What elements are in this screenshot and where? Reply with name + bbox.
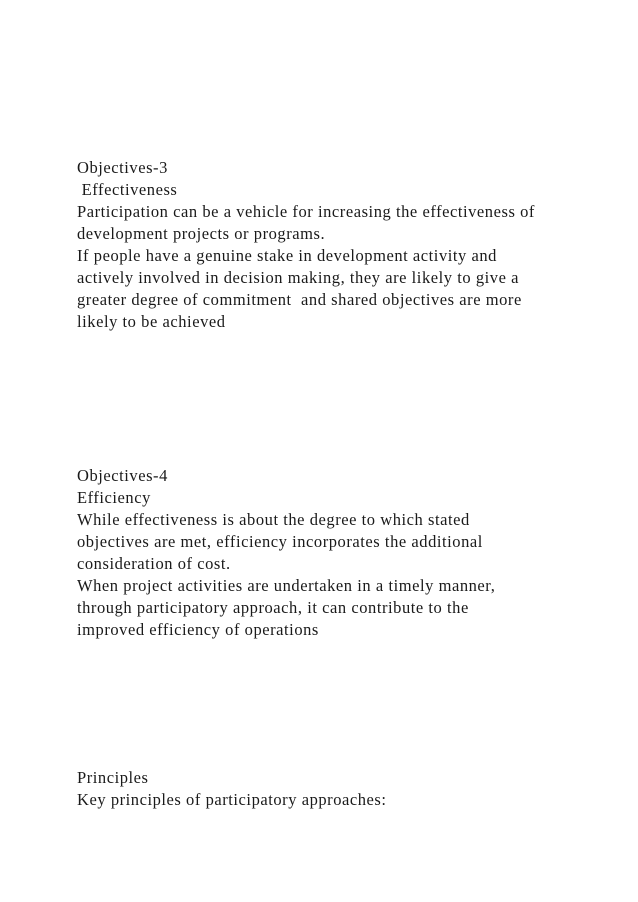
section-principles: [77, 767, 597, 811]
body-text-line: improved efficiency of operations: [77, 620, 319, 639]
section-subheading: Efficiency: [77, 488, 151, 507]
body-text-line: When project activities are undertaken in a timely manner,: [77, 576, 496, 595]
body-text-line: likely to be achieved: [77, 312, 226, 331]
section-heading: Principles: [77, 768, 149, 787]
section-heading: Objectives-4: [77, 466, 168, 485]
body-text-line: Key principles of participatory approaches:: [77, 790, 387, 809]
section-objectives-4: [77, 465, 597, 641]
body-text-line: Participation can be a vehicle for increasing the effectiveness of: [77, 202, 535, 221]
body-text-line: consideration of cost.: [77, 554, 231, 573]
body-text-line: greater degree of commitment and shared objectives are more: [77, 290, 522, 309]
body-text-line: While effectiveness is about the degree to which stated: [77, 510, 470, 529]
section-objectives-3: [77, 157, 597, 333]
section-subheading: Effectiveness: [77, 180, 178, 199]
body-text-line: development projects or programs.: [77, 224, 326, 243]
body-text-line: If people have a genuine stake in development activity and: [77, 246, 497, 265]
body-text-line: actively involved in decision making, they are likely to give a: [77, 268, 519, 287]
body-text-line: through participatory approach, it can contribute to the: [77, 598, 469, 617]
section-heading: Objectives-3: [77, 158, 168, 177]
body-text-line: objectives are met, efficiency incorporates the additional: [77, 532, 483, 551]
